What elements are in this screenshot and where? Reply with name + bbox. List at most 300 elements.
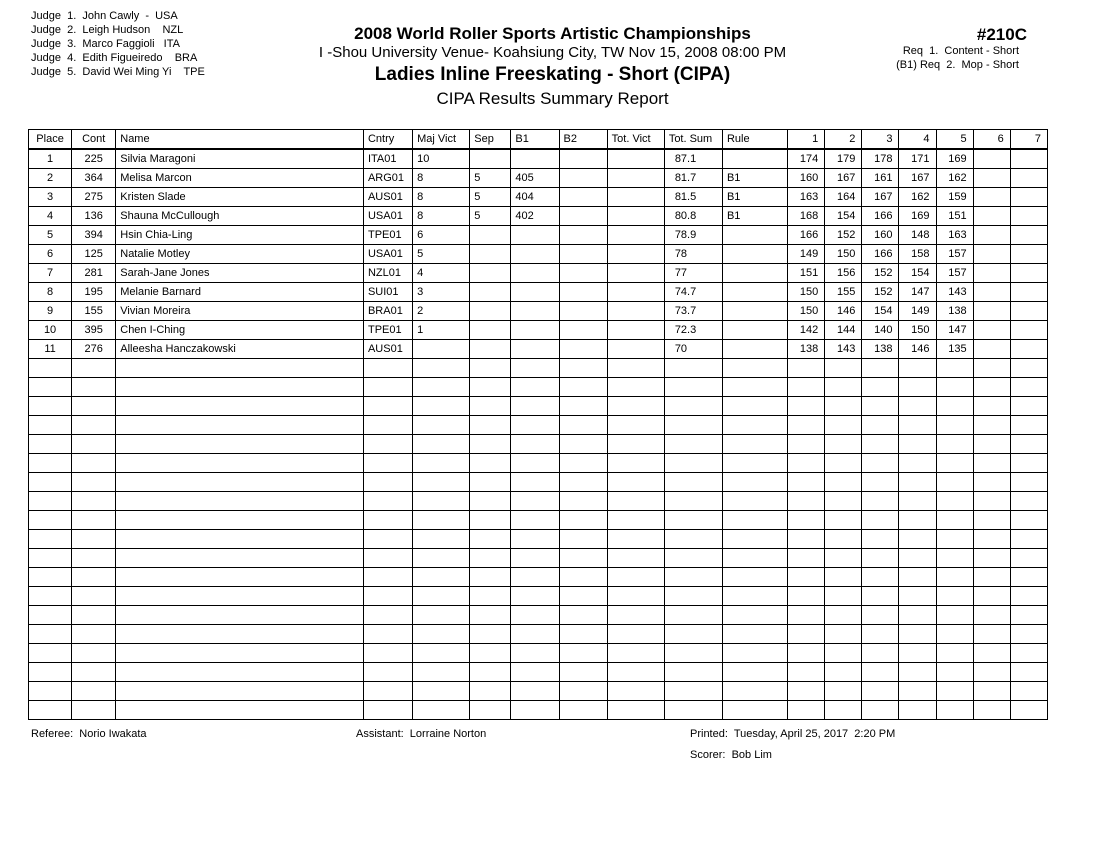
table-cell	[973, 359, 1010, 378]
table-cell	[936, 454, 973, 473]
table-cell: 162	[936, 169, 973, 188]
table-cell	[973, 492, 1010, 511]
table-cell	[722, 435, 787, 454]
table-cell: NZL01	[363, 264, 412, 283]
table-cell	[788, 701, 825, 720]
table-cell	[72, 359, 116, 378]
table-cell	[899, 606, 936, 625]
table-cell	[936, 663, 973, 682]
table-cell	[29, 625, 72, 644]
table-cell	[973, 530, 1010, 549]
table-cell	[722, 149, 787, 169]
table-cell	[559, 663, 607, 682]
empty-row	[29, 644, 1048, 663]
table-cell	[559, 378, 607, 397]
table-cell	[1010, 568, 1047, 587]
table-row	[29, 340, 1048, 359]
table-cell	[1010, 226, 1047, 245]
table-cell	[116, 359, 364, 378]
table-cell: B1	[722, 169, 787, 188]
table-cell	[607, 378, 664, 397]
table-cell	[664, 511, 722, 530]
table-cell	[413, 663, 470, 682]
table-cell	[413, 435, 470, 454]
table-cell	[1010, 435, 1047, 454]
table-cell: 154	[825, 207, 862, 226]
table-cell	[862, 663, 899, 682]
table-cell	[664, 454, 722, 473]
table-cell	[116, 549, 364, 568]
table-cell	[511, 530, 559, 549]
table-cell	[1010, 359, 1047, 378]
table-cell	[825, 701, 862, 720]
table-cell: 2	[29, 169, 72, 188]
table-cell	[664, 682, 722, 701]
table-cell	[29, 568, 72, 587]
table-cell: 155	[825, 283, 862, 302]
table-cell: Silvia Maragoni	[116, 149, 364, 169]
column-header: Sep	[470, 130, 511, 150]
column-header: 2	[825, 130, 862, 150]
table-cell	[722, 492, 787, 511]
table-cell	[470, 397, 511, 416]
table-cell: 78	[664, 245, 722, 264]
table-cell	[899, 587, 936, 606]
table-cell: 144	[825, 321, 862, 340]
table-cell	[936, 701, 973, 720]
table-cell	[413, 511, 470, 530]
table-cell	[722, 606, 787, 625]
table-cell	[29, 397, 72, 416]
table-cell	[1010, 530, 1047, 549]
table-cell	[936, 473, 973, 492]
report-title: CIPA Results Summary Report	[436, 89, 669, 108]
table-cell: 138	[788, 340, 825, 359]
table-cell	[559, 149, 607, 169]
table-cell	[72, 625, 116, 644]
table-cell	[1010, 473, 1047, 492]
table-cell: 8	[413, 169, 470, 188]
table-cell	[973, 606, 1010, 625]
table-cell	[511, 302, 559, 321]
table-cell	[470, 378, 511, 397]
empty-row	[29, 378, 1048, 397]
table-cell: 163	[788, 188, 825, 207]
table-cell: 167	[862, 188, 899, 207]
table-cell	[722, 587, 787, 606]
judge-line: Judge 3. Marco Faggioli ITA	[31, 38, 180, 50]
table-cell	[862, 530, 899, 549]
table-cell: TPE01	[363, 321, 412, 340]
table-cell: 150	[788, 283, 825, 302]
table-cell	[607, 226, 664, 245]
table-cell	[559, 625, 607, 644]
table-cell: 1	[29, 149, 72, 169]
table-cell	[936, 587, 973, 606]
table-cell	[607, 264, 664, 283]
table-cell: 168	[788, 207, 825, 226]
table-cell: 154	[862, 302, 899, 321]
table-cell	[862, 549, 899, 568]
table-cell	[363, 530, 412, 549]
table-cell	[722, 321, 787, 340]
table-cell: 364	[72, 169, 116, 188]
table-cell	[1010, 245, 1047, 264]
table-cell	[973, 625, 1010, 644]
table-cell	[1010, 663, 1047, 682]
table-cell	[511, 511, 559, 530]
table-cell: 9	[29, 302, 72, 321]
column-header: B1	[511, 130, 559, 150]
table-cell	[936, 682, 973, 701]
table-cell: SUI01	[363, 283, 412, 302]
column-header: Cont	[72, 130, 116, 150]
table-cell	[72, 511, 116, 530]
table-cell	[413, 416, 470, 435]
header-row	[29, 130, 1048, 150]
table-cell	[899, 492, 936, 511]
table-cell: 154	[899, 264, 936, 283]
table-cell	[470, 511, 511, 530]
table-cell: 169	[936, 149, 973, 169]
empty-row	[29, 663, 1048, 682]
table-cell	[899, 416, 936, 435]
table-cell	[470, 473, 511, 492]
table-cell	[973, 644, 1010, 663]
table-cell	[470, 492, 511, 511]
table-cell: 135	[936, 340, 973, 359]
table-cell	[559, 473, 607, 492]
empty-row	[29, 549, 1048, 568]
table-cell: 140	[862, 321, 899, 340]
table-cell: 178	[862, 149, 899, 169]
table-cell: 138	[936, 302, 973, 321]
table-cell	[973, 340, 1010, 359]
table-cell	[1010, 587, 1047, 606]
table-cell	[973, 188, 1010, 207]
table-cell	[664, 644, 722, 663]
table-cell: 8	[413, 188, 470, 207]
table-cell	[72, 701, 116, 720]
table-cell	[29, 587, 72, 606]
table-cell	[559, 587, 607, 606]
table-cell: 169	[899, 207, 936, 226]
table-cell: 166	[788, 226, 825, 245]
table-cell: Melanie Barnard	[116, 283, 364, 302]
table-cell	[559, 169, 607, 188]
table-cell	[788, 644, 825, 663]
table-cell	[973, 473, 1010, 492]
table-cell	[862, 511, 899, 530]
table-cell: 72.3	[664, 321, 722, 340]
table-cell	[722, 511, 787, 530]
scorer: Scorer: Bob Lim	[690, 749, 772, 761]
table-cell	[72, 397, 116, 416]
table-cell	[973, 701, 1010, 720]
table-cell	[511, 663, 559, 682]
table-cell	[29, 549, 72, 568]
table-cell: Hsin Chia-Ling	[116, 226, 364, 245]
table-cell	[862, 625, 899, 644]
table-cell	[116, 644, 364, 663]
table-cell	[363, 644, 412, 663]
table-cell: 146	[899, 340, 936, 359]
empty-row	[29, 587, 1048, 606]
table-cell	[511, 701, 559, 720]
table-cell	[936, 549, 973, 568]
table-cell: 125	[72, 245, 116, 264]
table-cell	[470, 549, 511, 568]
table-cell	[899, 682, 936, 701]
table-cell: Vivian Moreira	[116, 302, 364, 321]
table-cell	[559, 397, 607, 416]
table-cell	[825, 378, 862, 397]
table-cell	[116, 397, 364, 416]
table-cell	[788, 606, 825, 625]
table-cell	[470, 606, 511, 625]
table-cell	[29, 454, 72, 473]
table-cell	[862, 416, 899, 435]
table-row	[29, 283, 1048, 302]
table-cell: ARG01	[363, 169, 412, 188]
table-cell	[607, 473, 664, 492]
table-cell	[1010, 188, 1047, 207]
table-cell	[862, 492, 899, 511]
table-cell	[363, 397, 412, 416]
table-cell	[862, 606, 899, 625]
table-cell	[664, 397, 722, 416]
table-cell	[470, 568, 511, 587]
table-cell	[116, 701, 364, 720]
table-cell	[116, 606, 364, 625]
table-cell	[825, 473, 862, 492]
table-cell	[470, 682, 511, 701]
table-cell	[899, 454, 936, 473]
table-cell	[862, 454, 899, 473]
table-cell	[936, 568, 973, 587]
table-cell: 152	[862, 264, 899, 283]
table-cell	[72, 492, 116, 511]
table-cell	[664, 625, 722, 644]
table-cell	[722, 682, 787, 701]
table-cell: 6	[29, 245, 72, 264]
empty-row	[29, 473, 1048, 492]
table-cell	[29, 378, 72, 397]
table-cell: 161	[862, 169, 899, 188]
table-cell	[607, 416, 664, 435]
table-cell	[788, 587, 825, 606]
table-row	[29, 321, 1048, 340]
table-cell	[1010, 397, 1047, 416]
table-cell	[29, 511, 72, 530]
table-cell: 159	[936, 188, 973, 207]
table-row	[29, 149, 1048, 169]
table-cell	[788, 568, 825, 587]
table-cell: 402	[511, 207, 559, 226]
table-cell	[363, 663, 412, 682]
empty-row	[29, 682, 1048, 701]
table-cell	[413, 492, 470, 511]
table-cell	[511, 397, 559, 416]
table-cell	[788, 625, 825, 644]
table-cell: 160	[862, 226, 899, 245]
table-cell	[607, 397, 664, 416]
table-cell: Kristen Slade	[116, 188, 364, 207]
table-cell: 148	[899, 226, 936, 245]
column-header: Maj Vict	[413, 130, 470, 150]
table-cell	[413, 378, 470, 397]
table-cell	[825, 511, 862, 530]
table-cell: 10	[29, 321, 72, 340]
table-cell	[363, 435, 412, 454]
table-cell	[788, 473, 825, 492]
table-cell	[607, 149, 664, 169]
table-cell: 281	[72, 264, 116, 283]
table-cell	[936, 511, 973, 530]
table-cell: 5	[470, 207, 511, 226]
table-cell	[470, 226, 511, 245]
table-cell	[722, 397, 787, 416]
table-cell	[116, 454, 364, 473]
table-cell	[470, 416, 511, 435]
table-cell	[788, 492, 825, 511]
venue-line: I -Shou University Venue- Koahsiung City, TW Nov 15, 2008 08:00 PM	[318, 44, 787, 61]
table-cell	[511, 644, 559, 663]
table-cell	[825, 454, 862, 473]
table-cell	[1010, 606, 1047, 625]
table-cell	[72, 644, 116, 663]
table-cell	[607, 340, 664, 359]
table-cell	[559, 207, 607, 226]
table-cell	[722, 663, 787, 682]
table-cell	[825, 492, 862, 511]
table-cell	[664, 663, 722, 682]
table-cell	[1010, 378, 1047, 397]
table-cell	[413, 682, 470, 701]
column-header: Name	[116, 130, 364, 150]
table-cell	[664, 606, 722, 625]
table-cell	[363, 587, 412, 606]
table-cell	[116, 435, 364, 454]
table-cell	[1010, 340, 1047, 359]
table-cell	[607, 321, 664, 340]
table-cell	[607, 530, 664, 549]
table-cell	[899, 625, 936, 644]
table-cell: 162	[899, 188, 936, 207]
table-cell	[722, 264, 787, 283]
table-cell: 166	[862, 245, 899, 264]
table-cell	[862, 397, 899, 416]
table-cell: ITA01	[363, 149, 412, 169]
table-cell	[363, 511, 412, 530]
table-cell: 149	[788, 245, 825, 264]
table-cell	[116, 378, 364, 397]
table-cell	[470, 359, 511, 378]
table-cell	[470, 625, 511, 644]
table-cell: 160	[788, 169, 825, 188]
table-cell: 395	[72, 321, 116, 340]
table-cell: 147	[899, 283, 936, 302]
table-cell: 2	[413, 302, 470, 321]
table-cell	[936, 397, 973, 416]
table-cell: 179	[825, 149, 862, 169]
table-cell	[664, 587, 722, 606]
table-cell	[607, 188, 664, 207]
table-cell	[413, 606, 470, 625]
table-cell	[607, 644, 664, 663]
table-cell: 3	[413, 283, 470, 302]
table-cell	[607, 511, 664, 530]
table-cell	[559, 435, 607, 454]
table-cell	[116, 682, 364, 701]
table-cell: 136	[72, 207, 116, 226]
table-cell	[470, 149, 511, 169]
table-cell	[973, 663, 1010, 682]
table-cell	[363, 378, 412, 397]
table-cell	[973, 226, 1010, 245]
table-cell: 147	[936, 321, 973, 340]
table-cell: 150	[788, 302, 825, 321]
table-cell	[664, 435, 722, 454]
table-cell	[1010, 549, 1047, 568]
table-cell	[363, 492, 412, 511]
table-cell	[470, 454, 511, 473]
table-cell	[511, 682, 559, 701]
table-cell	[511, 283, 559, 302]
table-cell	[788, 378, 825, 397]
table-cell	[899, 511, 936, 530]
table-cell	[788, 416, 825, 435]
table-cell: 174	[788, 149, 825, 169]
table-cell: USA01	[363, 207, 412, 226]
table-cell: 157	[936, 264, 973, 283]
table-cell	[559, 682, 607, 701]
table-cell: 70	[664, 340, 722, 359]
table-cell	[1010, 169, 1047, 188]
table-cell	[363, 682, 412, 701]
table-cell: 151	[788, 264, 825, 283]
table-cell	[559, 416, 607, 435]
table-cell: 394	[72, 226, 116, 245]
table-cell	[899, 359, 936, 378]
table-cell	[607, 682, 664, 701]
table-cell	[559, 188, 607, 207]
column-header: Cntry	[363, 130, 412, 150]
empty-row	[29, 701, 1048, 720]
table-cell	[413, 340, 470, 359]
table-cell	[788, 511, 825, 530]
table-cell	[862, 682, 899, 701]
referee: Referee: Norio Iwakata	[31, 728, 147, 740]
table-cell	[973, 207, 1010, 226]
table-cell	[559, 701, 607, 720]
table-cell	[559, 454, 607, 473]
table-cell: 149	[899, 302, 936, 321]
table-cell	[664, 530, 722, 549]
table-cell	[788, 663, 825, 682]
table-cell	[363, 359, 412, 378]
table-cell: 158	[899, 245, 936, 264]
table-cell: TPE01	[363, 226, 412, 245]
table-cell: 5	[470, 188, 511, 207]
table-cell	[862, 435, 899, 454]
table-cell: 157	[936, 245, 973, 264]
table-cell	[722, 454, 787, 473]
table-cell	[788, 397, 825, 416]
table-cell	[664, 473, 722, 492]
requirement-1: Req 1. Content - Short	[902, 45, 1019, 57]
table-cell	[363, 454, 412, 473]
